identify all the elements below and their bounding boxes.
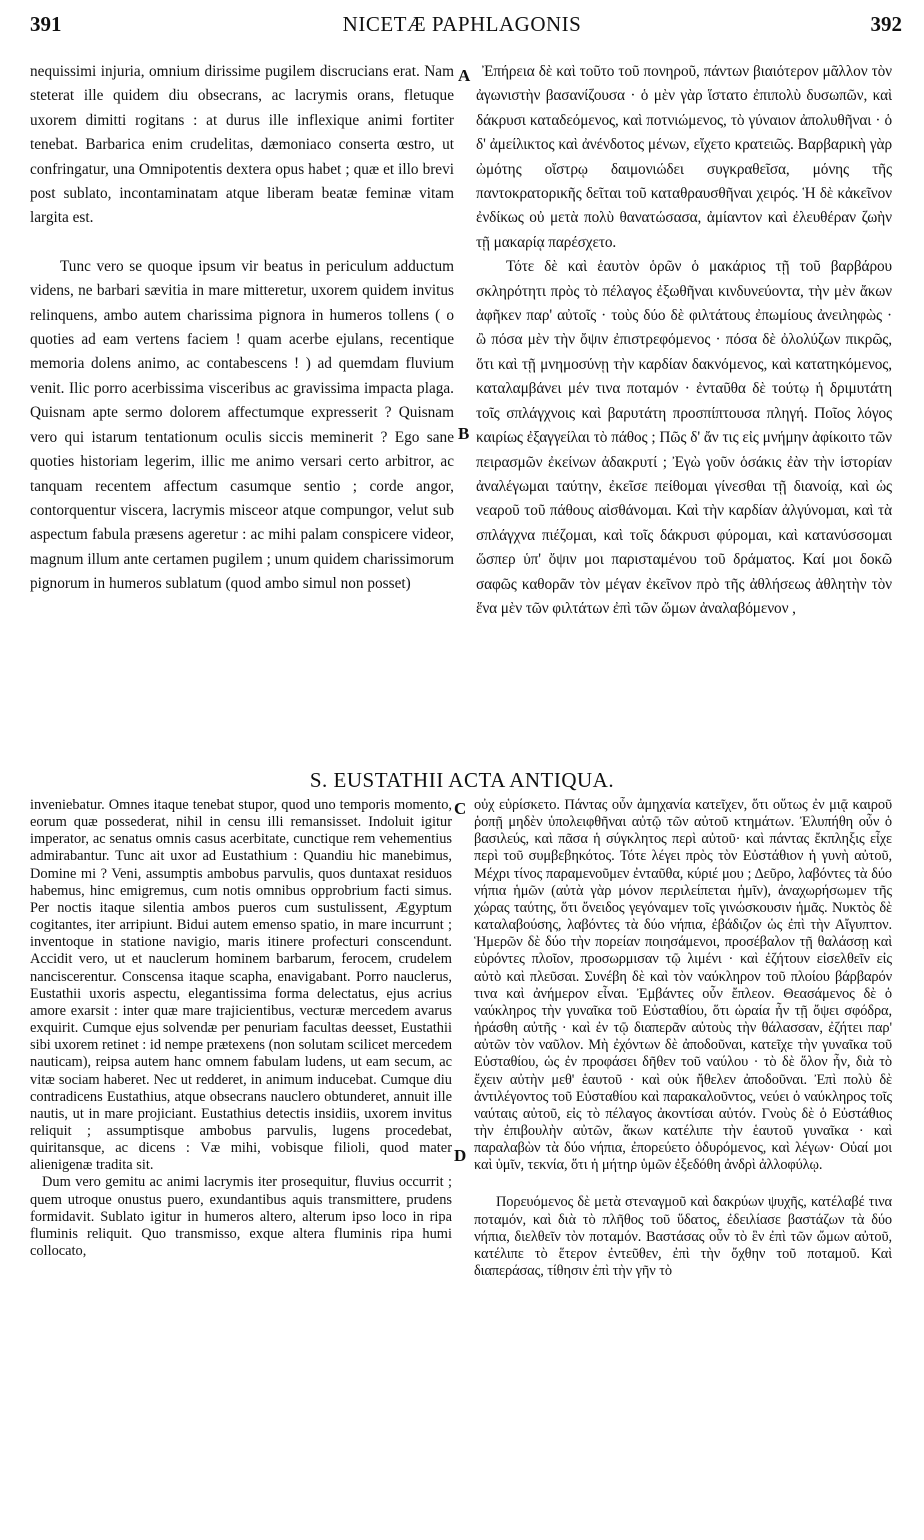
greek-paragraph: Τότε δὲ καὶ ἑαυτὸν ὁρῶν ὁ μακάριος τῇ τοῦ βαρβάρου σκληρότητι πρὸς τὸ πέλαγος ἐξωθῆναι κινδυνεύοντα, τὴν μὲν ἄκων ἀφῆκεν παρ' αὐτοῖς · τοὺς δύο δὲ φιλτάτους ἐπωμίους ἀνειληφὼς · ὢ πόσα μὲν τὴν ὄψιν ἐπιστρεφόμενος · πόσα δὲ ὀλολύζων πικρῶς, ὅτι καὶ τῇ μνημοσύνῃ τὴν καρδίαν δακνόμενος, καὶ κατατηκόμενος, καταλαμβάνει μέν τινα ποταμόν · ἐνταῦθα δὲ τούτῳ ἡ δριμυτάτη τοῖς σπλάγχνοις καὶ βαρυτάτη προσπίπτουσα πληγή. Ποῖος λόγος καιρίως ἐξαγγείλαι τὸ πάθος ; Πῶς δ' ἄν τις εἰς μνήμην ἀφίκοιτο τῶν πειρασμῶν ἐκείνων ἀδακρυτί ; Ἐγὼ γοῦν ὁσάκις ἐὰν τὴν ἱστορίαν ἀναλέγωμαι ταύτην, ἐκεῖσε πείθομαι γίνεσθαι τῇ διανοίᾳ, καὶ ὡς νεαροῦ τοῦ πάθους αἰσθάνομαι. Καὶ τὴν καρδίαν ἀλγύνομαι, καὶ τὰ σπλάγχνα πιέζομαι, καὶ τοῖς δάκρυσι φύρομαι, καὶ κατανύσσομαι ὥσπερ ὑπ' ὄψιν μοι παρισταμένου τοῦ δράματος. Καί μοι δοκῶ σαφῶς καθορᾶν τὸν μέγαν ἐκεῖνον πρὸ τῆς ἀθλήσεως ἀθλητὴν τὸν ἕνα μὲν τῶν φιλτάτων ἐπὶ τῶν ὤμων ἀναλαβόμενον , — [476, 258, 892, 617]
bottom-greek-column — [474, 797, 892, 1535]
greek-paragraph: Ἐπήρεια δὲ καὶ τοῦτο τοῦ πονηροῦ, πάντων βιαιότερον μᾶλλον τὸν ἀγωνιστὴν βασανίζουσα · ὁ μὲν γὰρ ἵστατο ἐπιπολὺ δυσωπῶν, καὶ δάκρυσι καταδεόμενος, καὶ ποτνιώμενος, τὸ γύναιον ἀπολυθῆναι · ὁ δ' ἀμείλικτος καὶ ἀνένδοτος μένων, εἴχετο κρατειῶς. Βαρβαρικὴ γὰρ ὠμότης οἴστρῳ δαιμονιώδει συγκραθεῖσα, μόνης τῆς παντοκρατορικῆς δεῖται τοῦ καταθραυσθῆναι χειρός. Ἡ δὲ κἀκεῖνον ἐνδίκως οὐ μετὰ πολὺ θανατώσασα, ἀμίαντον καὶ ἐλευθέραν ζωὴν τῇ μακαρίᾳ παρέσχετο. — [476, 63, 892, 251]
page-number-right: 392 — [870, 12, 902, 36]
margin-marker-d: D — [454, 1146, 467, 1165]
margin-marker-c: C — [454, 799, 467, 818]
page-number-left: 391 — [30, 12, 62, 36]
running-head — [0, 0, 924, 44]
margin-marker-b: B — [458, 424, 470, 443]
latin-paragraph: Dum vero gemitu ac animi lacrymis iter prosequitur, fluvius occurrit ; quem utroque onustus puero, exundantibus aquis transmittere, prudens formidavit. Sublato igitur in humeros altero, alterum ipso loco in ripa fluminis reliquit. Quo transmisso, exque altera fluminis ripa humi collocato, — [30, 1174, 452, 1260]
greek-paragraph: οὐχ εὑρίσκετο. Πάντας οὖν ἀμηχανία κατεῖχεν, ὅτι οὕτως ἐν μιᾷ καιροῦ ῥοπῇ μηδὲν ὑπολειφθῆναι αὐτῷ τῶν αὐτοῦ κτημάτων. Ἐλυπήθη οὖν ὁ βασιλεύς, καὶ πᾶσα ἡ σύγκλητος περὶ αὐτοῦ· καὶ πάντας ἔκπληξις εἶχε περὶ τοῦ συμβεβηκότος. Τότε λέγει πρὸς τὸν Εὐστάθιον ἡ γυνὴ αὐτοῦ, Μέχρι τίνος παραμενοῦμεν ἐνταῦθα, κύριέ μου ; Δεῦρο, λαβόντες τὰ δύο νήπια ἡμῶν (αὐτὰ γὰρ μόνον περιλείπεται ἡμῖν), ἀναχωρήσωμεν τῆς χώρας ταύτης, ὅτι ὄνειδος γεγόναμεν τοῖς γινώσκουσιν ἡμᾶς. Νυκτὸς δὲ καταλαβούσης, λαβόντες τὰ δύο νήπια, ἐβάδιζον ὡς ἐπὶ τὴν Αἴγυπτον. Ἡμερῶν δὲ δύο τὴν πορείαν ποιησάμενοι, προσέβαλον τῇ θαλάσσῃ καὶ εὑρόντες πλοῖον, προσωρμισαν τῷ λιμένι · καὶ ἐζήτουν εἰσελθεῖν εἰς αὐτὸ καὶ πλεῦσαι. Συνέβη δὲ καὶ τὸν ναύκληρον τοῦ πλοίου βάρβαρόν τινα καὶ ἀνήμερον εἶναι. Ἐμβάντες οὖν ἔπλεον. Θεασάμενος δὲ ὁ ναύκληρος τὴν γυναῖκα τοῦ Εὐσταθίου, ὅτι ὡραία ἦν τῇ ὄψει σφόδρα, ἠράσθη αὐτῆς · καὶ ἐν τῷ διαπερᾶν αὐτοὺς τὴν θάλασσαν, ἐζήτει παρ' αὐτῶν τὸν ναῦλον. Μὴ ἐχόντων δὲ ἀποδοῦναι, κατεῖχε τὴν γυναῖκα τοῦ Εὐσταθίου, ὡς ἐν προφάσει δῆθεν τοῦ ναύλου · τὸ δὲ ὅλον ἦν, διὰ τὸ ἔχειν αὐτὴν μεθ' ἑαυτοῦ · καὶ οὐκ ἤθελεν ἀποδοῦναι. Ἐπὶ πολὺ δὲ ἀντιλέγοντος τοῦ Εὐσταθίου καὶ παρακαλοῦντος, νεύει ὁ ναύκληρος τοῖς ναύταις αὐτοῦ, εἰς τὸ πέλαγος ἀκοντίσαι αὐτόν. Γνοὺς δὲ ὁ Εὐστάθιος τὴν ἐπιβουλὴν αὐτῶν, ἄκων κατέλιπε τὴν ἑαυτοῦ γυναῖκα · καὶ παραλαβὼν τὰ δύο νήπια, ἐπορεύετο ὀδυρόμενος, καὶ λέγων· Οὐαί μοι καὶ ὑμῖν, τεκνία, ὅτι ἡ μήτηρ ὑμῶν ἐξεδόθη ἀνδρὶ ἀλλοφύλῳ. — [474, 797, 892, 1174]
section-title: S. EUSTATHII ACTA ANTIQUA. — [309, 768, 615, 792]
top-greek-column — [476, 60, 892, 760]
bottom-latin-column — [30, 797, 452, 1535]
running-title: NICETÆ PAPHLAGONIS — [342, 12, 582, 36]
greek-paragraph: Πορευόμενος δὲ μετὰ στεναγμοῦ καὶ δακρύων ψυχῆς, κατέλαβέ τινα ποταμόν, καὶ διὰ τὸ πλῆθος τοῦ ὕδατος, ἐδειλίασε βαστάζων τὰ δύο νήπια, διελθεῖν τὸν ποταμόν. Βαστάσας οὖν τὸ ἓν ἐπὶ τῶν ὤμων αὐτοῦ, κατέλιπε τὸ ἕτερον ἐντεῦθεν, ἐπὶ τὴν ὄχθην τοῦ ποταμοῦ. Καὶ διαπεράσας, τίθησιν ἐπὶ τὴν γῆν τὸ — [474, 1194, 892, 1280]
latin-paragraph: Tunc vero se quoque ipsum vir beatus in periculum adductum videns, ne barbari sævitia in mare mitteretur, uxorem quidem invitus relinquens, ambo autem charissima pignora in humeros tollens ( o quoties ad eam vertens faciem ! quam acerbe ejulans, recentique memoria dolens animo, ac contabescens ! ) ad quemdam fluvium venit. Ilic porro acerbissima visceribus ac gravissima impacta plaga. Quisnam apte sermo dolorem affectumque expresserit ? Quisnam vero qui istarum tentationum oculis siccis meminerit ? Ego sane quoties historiam legerim, illic me animo versari certo arbitror, ac tanquam recentem affectum casumque sentio ; corde angor, contorquentur viscera, lacrymis misceor atque compungor, velut sub aspectum fabula præsens ageretur : ac mihi palam conspicere videor, magnum illum ante certamen pugilem ; unum quidem charissimorum pignorum in humeros sublatum (quod ambo simul non posset) — [30, 257, 454, 593]
top-latin-column — [30, 60, 454, 760]
latin-paragraph: inveniebatur. Omnes itaque tenebat stupor, quod uno temporis momento, eorum quæ possederat, nihil in censu illi remansisset. Indoluit igitur imperator, ac senatus omnis casus acerbitate, cunctique rem vehementius admirabantur. Tunc ait uxor ad Eustathium : Quandiu hic manebimus, Domine mi ? Veni, assumptis ambobus parvulis, quos duntaxat residuos habemus, hinc emigremus, cum notis omnibus opprobrium facti simus. Per noctis itaque silentia ambos pueros cum sustulissent, Ægyptum cogitantes, iter arripiunt. Bidui autem emenso spatio, in mare incurrunt ; inventoque in statione navigio, maris itinere profecturi conscendunt. Accidit vero, ut et nauclerum hominem barbarum, ferocem, crudelem nanciscerentur. Conscensa itaque scapha, enavigabant. Porro nauclerus, Eustathii uxoris aspectu, elegantissima forma delectatus, ejus acrius amore exarsit : inter quæ mare trajicientibus, vecturæ mercedem avarus exquirit. Cumque ejus solvendæ per penuriam facultas deesset, Eustathii sibi uxorem retinet : id nempe prætexens (non solutam scilicet mercedem nauticam), reipsa autem hanc omnem fabulam ludens, ut eam secum, ac vitæ sociam haberet. Nec ut redderet, in animum inducebat. Cumque diu contradicens Eustathius, atque obsecrans nauclero obtunderet, annuit ille nautis, ut in mare projiciant. Eustathius detectis insidiis, uxorem invitus reliquit ; assumptisque ambobus parvulis, lugens procedebat, quiritansque, ac dicens : Væ mihi, vobisque filioli, quod mater alienigenæ tradita sit. — [30, 797, 452, 1174]
latin-paragraph: nequissimi injuria, omnium dirissime pugilem discrucians erat. Nam steterat ille quidem diu obsecrans, ac lacrymis orans, fletuque uxorem dimitti rogitans : at durus ille inflexique animi fortiter tenebat. Barbarica enim crudelitas, dæmoniaco conserta œstro, ut confringatur, una Omnipotentis dextera opus habet ; quæ et illo brevi post sublato, incontaminatam atque liberam beatæ feminæ vitam largita est. — [30, 63, 454, 227]
margin-marker-a: A — [458, 66, 471, 85]
